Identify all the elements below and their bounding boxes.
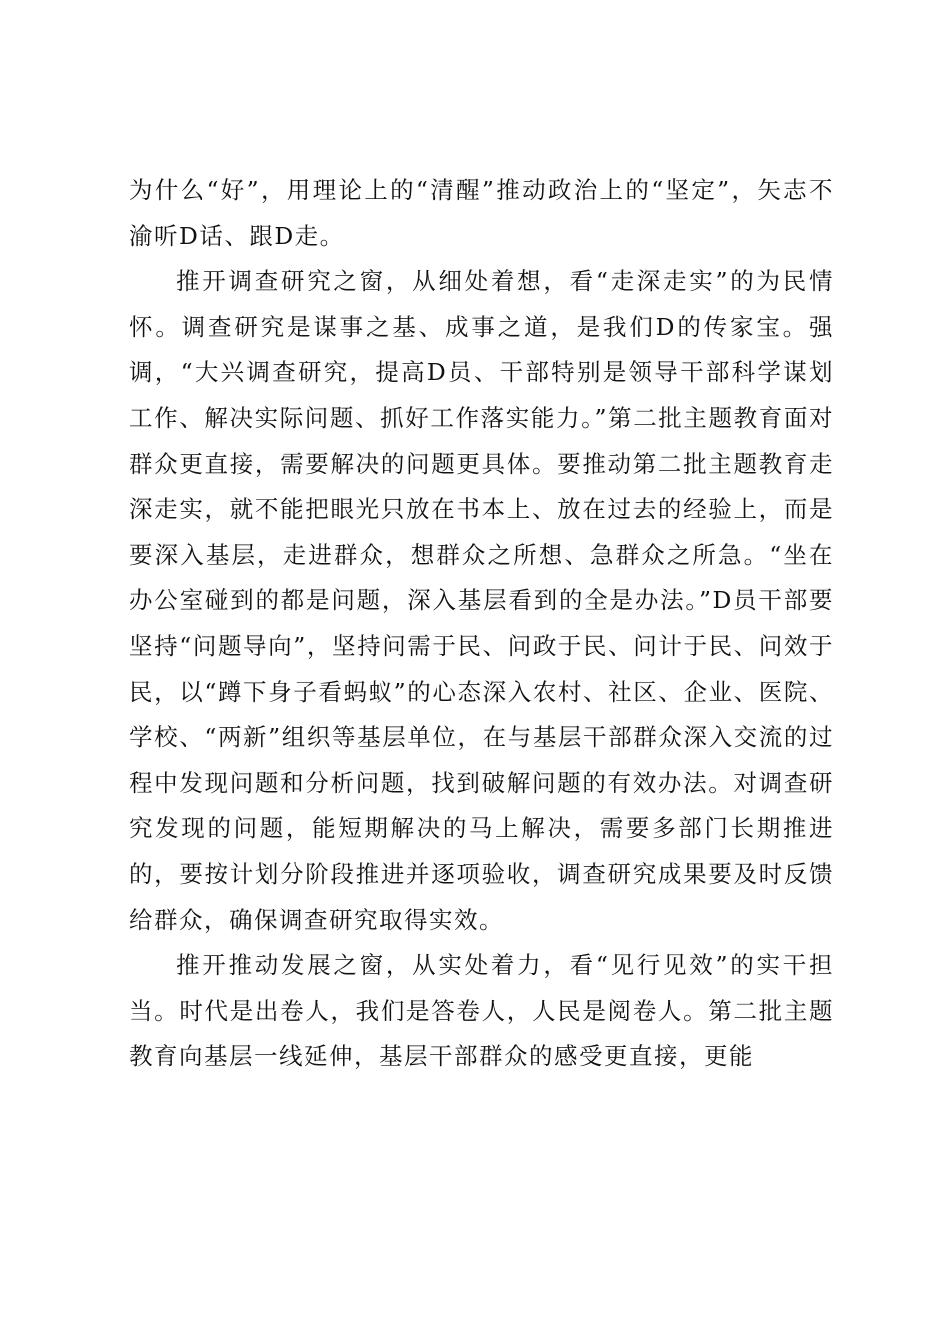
paragraph-investigation: 推开调查研究之窗，从细处着想，看“走深走实”的为民情怀。调查研究是谋事之基、成事之道，是我们D的传家宝。强调，“大兴调查研究，提高D员、干部特别是领导干部科学谋划工作、解决实际问题、抓好工作落实能力。”第二批主题教育面对群众更直接，需要解决的问题更具体。要推动第二批主题教育走深走实，就不能把眼光只放在书本上、放在过去的经验上，而是要深入基层，走进群众，想群众之所想、急群众之所急。“坐在办公室碰到的都是问题，深入基层看到的全是办法。”D员干部要坚持“问题导向”，坚持问需于民、问政于民、问计于民、问效于民，以“蹲下身子看蚂蚁”的心态深入农村、社区、企业、医院、学校、“两新”组织等基层单位，在与基层干部群众深入交流的过程中发现问题和分析问题，找到破解问题的有效办法。对调查研究发现的问题，能短期解决的马上解决，需要多部门长期推进的，要按计划分阶段推进并逐项验收，调查研究成果要及时反馈给群众，确保调查研究取得实效。	[129, 267, 834, 934]
body-text	[129, 168, 834, 1080]
paragraph-continued: 为什么“好”，用理论上的“清醒”推动政治上的“坚定”，矢志不渝听D话、跟D走。	[129, 176, 834, 250]
paragraph-development: 推开推动发展之窗，从实处着力，看“见行见效”的实干担当。时代是出卷人，我们是答卷人，人民是阅卷人。第二批主题教育向基层一线延伸，基层干部群众的感受更直接，更能	[129, 951, 834, 1071]
